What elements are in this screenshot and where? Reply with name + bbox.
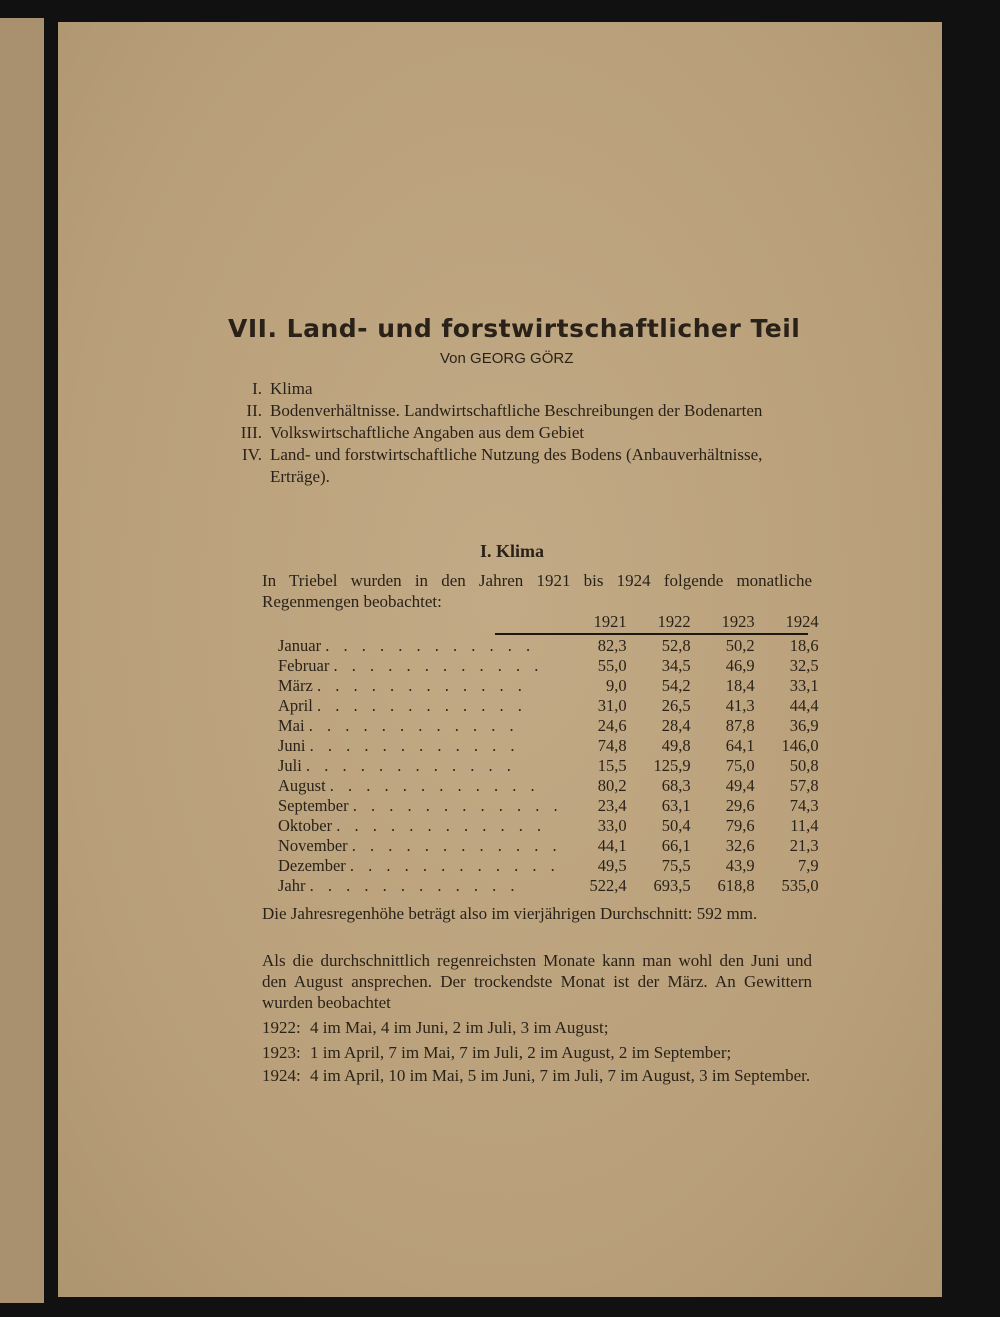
rainfall-value: 33,1 — [789, 676, 819, 695]
month-name: November — [278, 836, 348, 855]
table-row — [278, 656, 819, 676]
rainfall-value: 52,8 — [661, 636, 691, 655]
months-paragraph — [228, 950, 812, 1013]
table-row — [278, 736, 819, 756]
rainfall-table — [278, 612, 819, 896]
leader-dots: . . . . . . . . . . . . — [325, 636, 536, 655]
column-header: 1924 — [785, 612, 819, 631]
month-name: Januar — [278, 636, 322, 655]
rainfall-value: 29,6 — [725, 796, 755, 815]
storm-text: 4 im April, 10 im Mai, 5 im Juni, 7 im Juli, 7 im August, 3 im September. — [310, 1066, 811, 1085]
rainfall-value: 26,5 — [661, 696, 691, 715]
toc-item — [228, 444, 808, 488]
table-row — [278, 676, 819, 696]
rainfall-value: 46,9 — [725, 656, 755, 675]
month-label — [278, 696, 563, 716]
rainfall-value: 68,3 — [661, 776, 691, 795]
month-label — [278, 796, 563, 816]
storm-item — [262, 1017, 812, 1038]
rainfall-value: 18,4 — [725, 676, 755, 695]
rainfall-value: 24,6 — [597, 716, 627, 735]
column-header: 1922 — [657, 612, 691, 631]
toc-num: III. — [240, 423, 262, 442]
rainfall-value: 146,0 — [781, 736, 819, 755]
leader-dots: . . . . . . . . . . . . — [309, 876, 520, 895]
toc-item — [228, 400, 808, 422]
table-row — [278, 876, 819, 896]
rainfall-value: 7,9 — [797, 856, 819, 875]
table-row — [278, 836, 819, 856]
month-name: Oktober — [278, 816, 333, 835]
month-label — [278, 876, 563, 896]
month-label — [278, 716, 563, 736]
rainfall-value: 18,6 — [789, 636, 819, 655]
author-line: Von GEORG GÖRZ — [440, 350, 574, 367]
section-heading: I. Klima — [480, 541, 545, 561]
rainfall-value: 618,8 — [717, 876, 755, 895]
rainfall-value: 82,3 — [597, 636, 627, 655]
rainfall-value: 31,0 — [597, 696, 627, 715]
toc-text: Land- und forstwirtschaftliche Nutzung des Bodens (Anbauverhältnisse, Erträge). — [270, 445, 763, 486]
storm-year: 1923: — [262, 1043, 301, 1062]
month-label — [278, 816, 563, 836]
table-row — [278, 636, 819, 656]
leader-dots: . . . . . . . . . . . . — [352, 796, 563, 815]
storm-item — [262, 1065, 812, 1086]
rainfall-value: 32,5 — [789, 656, 819, 675]
month-name: September — [278, 796, 349, 815]
rainfall-value: 50,8 — [789, 756, 819, 775]
leader-dots: . . . . . . . . . . . . — [333, 656, 544, 675]
rainfall-value: 44,4 — [789, 696, 819, 715]
rainfall-value: 36,9 — [789, 716, 819, 735]
toc-num: II. — [246, 401, 262, 420]
table-row — [278, 816, 819, 836]
rainfall-value: 54,2 — [661, 676, 691, 695]
leader-dots: . . . . . . . . . . . . — [316, 696, 527, 715]
toc-text: Volkswirtschaftliche Angaben aus dem Gebiet — [270, 423, 585, 442]
rainfall-value: 43,9 — [725, 856, 755, 875]
storm-text: 4 im Mai, 4 im Juni, 2 im Juli, 3 im August; — [310, 1018, 609, 1037]
rainfall-value: 693,5 — [653, 876, 691, 895]
intro-paragraph — [228, 570, 812, 612]
rainfall-value: 9,0 — [605, 676, 627, 695]
rainfall-value: 34,5 — [661, 656, 691, 675]
average-paragraph — [228, 903, 812, 924]
rainfall-value: 66,1 — [661, 836, 691, 855]
month-label — [278, 676, 563, 696]
rainfall-value: 32,6 — [725, 836, 755, 855]
month-label — [278, 836, 563, 856]
table-header-row — [278, 612, 819, 636]
toc-text: Klima — [270, 379, 313, 398]
month-name: März — [278, 676, 313, 695]
table-row — [278, 756, 819, 776]
rainfall-value: 75,5 — [661, 856, 691, 875]
month-label — [278, 856, 563, 876]
month-label — [278, 656, 563, 676]
rainfall-value: 74,3 — [789, 796, 819, 815]
rainfall-value: 50,4 — [661, 816, 691, 835]
column-header: 1923 — [721, 612, 755, 631]
toc-num: I. — [252, 379, 262, 398]
table-row — [278, 796, 819, 816]
rainfall-value: 75,0 — [725, 756, 755, 775]
intro-text: In Triebel wurden in den Jahren 1921 bis 1924 folgende monatliche Regenmengen beobachtet: — [262, 571, 812, 611]
rainfall-value: 15,5 — [597, 756, 627, 775]
chapter-title: VII. Land- und forstwirtschaftlicher Teil — [228, 314, 801, 343]
adjacent-page-edge — [0, 18, 44, 1303]
month-label — [278, 636, 563, 656]
table-row — [278, 856, 819, 876]
rainfall-value: 49,8 — [661, 736, 691, 755]
leader-dots: . . . . . . . . . . . . — [329, 776, 540, 795]
rainfall-value: 49,5 — [597, 856, 627, 875]
rainfall-value: 23,4 — [597, 796, 627, 815]
rainfall-value: 64,1 — [725, 736, 755, 755]
month-name: Juli — [278, 756, 302, 775]
rainfall-value: 79,6 — [725, 816, 755, 835]
column-header: 1921 — [593, 612, 627, 631]
rainfall-value: 41,3 — [725, 696, 755, 715]
storm-year: 1924: — [262, 1066, 301, 1085]
rainfall-value: 74,8 — [597, 736, 627, 755]
rainfall-value: 21,3 — [789, 836, 819, 855]
leader-dots: . . . . . . . . . . . . — [351, 836, 562, 855]
month-name: Mai — [278, 716, 305, 735]
storm-year: 1922: — [262, 1018, 301, 1037]
leader-dots: . . . . . . . . . . . . — [305, 756, 516, 775]
rainfall-value: 57,8 — [789, 776, 819, 795]
toc-text: Bodenverhältnisse. Landwirtschaftliche Beschreibungen der Bodenarten — [270, 401, 763, 420]
month-name: August — [278, 776, 326, 795]
month-name: April — [278, 696, 313, 715]
rainfall-value: 63,1 — [661, 796, 691, 815]
toc-item — [228, 422, 808, 444]
paragraph-text: Die Jahresregenhöhe beträgt also im vierjährigen Durchschnitt: 592 mm. — [262, 904, 758, 923]
rainfall-value: 33,0 — [597, 816, 627, 835]
rainfall-value: 11,4 — [790, 816, 819, 835]
leader-dots: . . . . . . . . . . . . — [309, 736, 520, 755]
table-row — [278, 716, 819, 736]
rainfall-value: 44,1 — [597, 836, 627, 855]
leader-dots: . . . . . . . . . . . . — [349, 856, 560, 875]
table-of-contents — [228, 378, 808, 488]
rainfall-value: 55,0 — [597, 656, 627, 675]
rainfall-value: 535,0 — [781, 876, 819, 895]
month-label — [278, 776, 563, 796]
table-row — [278, 696, 819, 716]
rainfall-value: 49,4 — [725, 776, 755, 795]
month-name: Juni — [278, 736, 306, 755]
storm-text: 1 im April, 7 im Mai, 7 im Juli, 2 im August, 2 im September; — [310, 1043, 732, 1062]
rainfall-value: 522,4 — [589, 876, 627, 895]
table-row — [278, 776, 819, 796]
storm-item — [262, 1042, 812, 1063]
rainfall-value: 50,2 — [725, 636, 755, 655]
paragraph-text: Als die durchschnittlich regenreichsten Monate kann man wohl den Juni und den August ansprechen. Der trockendste Monat ist der März. An Gewittern wurden beobachtet — [262, 951, 812, 1012]
rainfall-value: 87,8 — [725, 716, 755, 735]
month-name: Jahr — [278, 876, 306, 895]
toc-num: IV. — [242, 445, 262, 464]
month-label — [278, 756, 563, 776]
rainfall-value: 125,9 — [653, 756, 691, 775]
month-name: Februar — [278, 656, 330, 675]
storm-list — [262, 1017, 812, 1086]
month-label — [278, 736, 563, 756]
rainfall-value: 28,4 — [661, 716, 691, 735]
toc-item — [228, 378, 808, 400]
rainfall-value: 80,2 — [597, 776, 627, 795]
leader-dots: . . . . . . . . . . . . — [308, 716, 519, 735]
month-name: Dezember — [278, 856, 346, 875]
leader-dots: . . . . . . . . . . . . — [336, 816, 547, 835]
leader-dots: . . . . . . . . . . . . — [316, 676, 527, 695]
